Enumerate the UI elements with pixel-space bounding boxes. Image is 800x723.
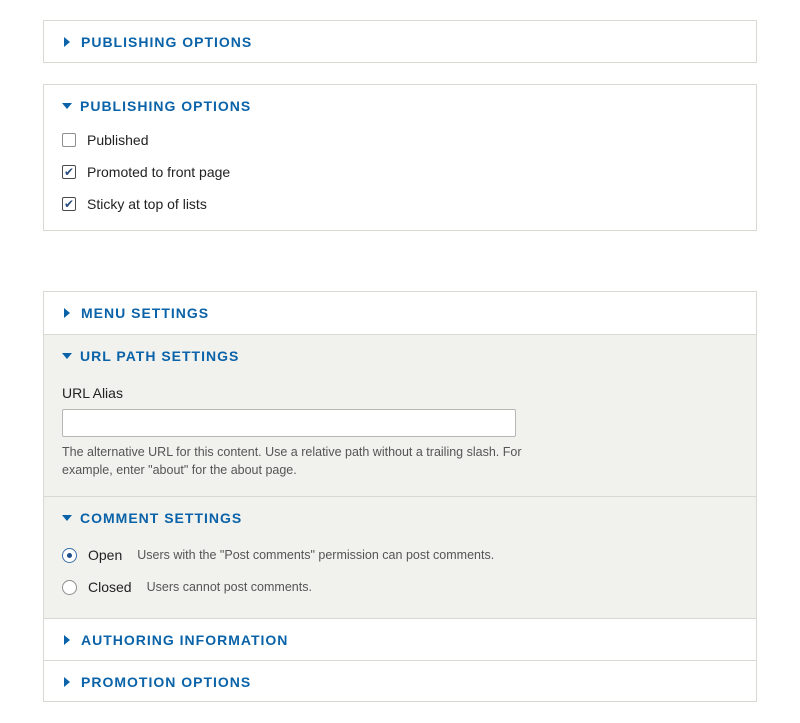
publishing-options-collapsed-toggle[interactable] [44,21,756,62]
authoring-information-title: AUTHORING INFORMATION [81,631,289,648]
authoring-information-section [44,618,756,660]
comment-open-radio[interactable] [62,548,77,563]
comment-settings-section [44,496,756,618]
url-path-settings-title: URL PATH SETTINGS [80,347,240,364]
promoted-label: Promoted to front page [87,164,231,180]
publishing-options-open-panel [43,84,757,231]
publishing-options-open-toggle[interactable] [44,85,756,126]
promoted-checkbox[interactable] [62,165,76,179]
settings-group [43,291,757,702]
authoring-information-toggle[interactable] [44,619,756,660]
check-icon: ✔ [63,197,75,211]
url-alias-description: The alternative URL for this content. Use a relative path without a trailing slash. For example, enter "about" for the about page. [62,445,522,477]
caret-right-icon [64,37,70,47]
url-path-settings-section [44,334,756,496]
sticky-option[interactable] [62,196,207,212]
url-alias-label: URL Alias [62,385,123,401]
promotion-options-title: PROMOTION OPTIONS [81,673,252,690]
comment-closed-option[interactable] [62,579,312,595]
menu-settings-title: MENU SETTINGS [81,304,210,321]
caret-right-icon [64,308,70,318]
comment-settings-toggle[interactable] [44,497,756,538]
caret-right-icon [64,677,70,687]
radio-selected-dot-icon [67,553,72,558]
caret-right-icon [64,635,70,645]
caret-down-icon [62,353,72,359]
comment-closed-label: Closed [88,579,132,595]
published-checkbox[interactable] [62,133,76,147]
comment-open-label: Open [88,547,123,563]
promotion-options-section [44,660,756,702]
published-option[interactable] [62,132,149,148]
published-label: Published [87,132,149,148]
check-icon: ✔ [63,165,75,179]
comment-closed-description: Users cannot post comments. [146,580,312,594]
caret-down-icon [62,103,72,109]
promoted-option[interactable] [62,164,230,180]
comment-closed-radio[interactable] [62,580,77,595]
url-alias-input[interactable] [62,409,516,437]
publishing-options-collapsed-panel [43,20,757,63]
sticky-label: Sticky at top of lists [87,196,207,212]
menu-settings-toggle[interactable] [44,292,756,333]
url-path-settings-toggle[interactable] [44,335,756,376]
publishing-options-open-title: PUBLISHING OPTIONS [80,97,252,114]
publishing-options-collapsed-title: PUBLISHING OPTIONS [81,33,253,50]
comment-open-option[interactable] [62,547,494,563]
promotion-options-toggle[interactable] [44,661,756,702]
comment-settings-title: COMMENT SETTINGS [80,509,243,526]
comment-open-description: Users with the "Post comments" permission can post comments. [137,548,495,562]
menu-settings-section [44,292,756,334]
sticky-checkbox[interactable] [62,197,76,211]
caret-down-icon [62,515,72,521]
